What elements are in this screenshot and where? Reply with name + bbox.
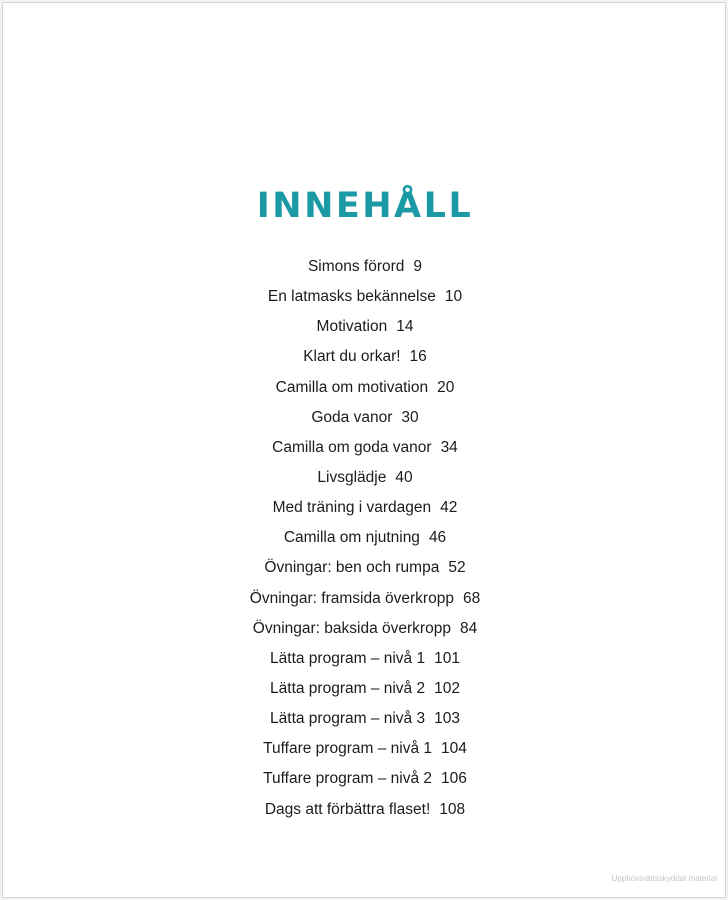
toc-entry [3,523,727,553]
toc-entry-title: Camilla om njutning [283,529,420,547]
table-of-contents [3,252,727,825]
toc-entry-page-number: 10 [444,288,463,306]
toc-entry-page-number: 101 [434,649,460,667]
toc-entry [3,704,727,734]
toc-entry [3,282,727,312]
toc-entry-title: En latmasks bekännelse [267,288,436,306]
toc-entry [3,764,727,794]
toc-entry-title: Camilla om motivation [275,378,429,396]
toc-entry-page-number: 84 [459,619,478,637]
toc-entry [3,674,727,704]
toc-entry-page-number: 68 [462,589,481,607]
toc-entry-page-number: 30 [401,408,419,426]
toc-entry-page-number: 34 [440,438,458,456]
toc-entry-title: Goda vanor [311,408,393,426]
toc-entry [3,795,727,825]
toc-entry-page-number: 46 [428,529,447,547]
toc-entry-page-number: 9 [413,258,423,275]
toc-entry-page-number: 102 [434,679,460,697]
toc-entry-page-number: 108 [439,800,466,818]
toc-entry-title: Lätta program – nivå 2 [270,679,426,697]
toc-entry [3,463,727,493]
toc-entry-page-number: 52 [448,559,466,577]
toc-entry-title: Motivation [316,318,388,336]
toc-entry-page-number: 104 [441,740,467,758]
book-page [2,2,726,898]
toc-entry [3,493,727,523]
toc-entry [3,373,727,403]
toc-entry-page-number: 14 [396,318,414,336]
toc-entry [3,644,727,674]
toc-entry [3,614,727,644]
toc-entry [3,312,727,342]
toc-entry-page-number: 103 [434,710,460,728]
toc-entry-page-number: 40 [395,468,413,486]
toc-entry-title: Övningar: framsida överkropp [249,589,454,607]
toc-entry-page-number: 42 [440,499,458,517]
toc-entry-title: Camilla om goda vanor [272,438,432,456]
toc-entry-title: Dags att förbättra flaset! [264,800,431,818]
toc-entry [3,433,727,463]
toc-entry [3,734,727,764]
toc-entry-title: Med träning i vardagen [272,499,432,517]
toc-entry-title: Klart du orkar! [303,348,401,366]
toc-entry-title: Lätta program – nivå 1 [270,649,426,667]
toc-entry-title: Simons förord [307,258,405,275]
page-title: INNEHÅLL [256,186,474,226]
toc-entry-title: Livsglädje [317,468,387,486]
toc-entry-page-number: 16 [409,348,427,366]
toc-entry-title: Lätta program – nivå 3 [270,710,426,728]
toc-entry [3,584,727,614]
toc-entry [3,403,727,433]
toc-entry [3,252,727,282]
toc-entry-title: Övningar: baksida överkropp [252,619,451,637]
toc-entry-title: Tuffare program – nivå 2 [263,770,432,788]
copyright-watermark: Upphovsrättsskyddat material [611,874,717,883]
toc-entry [3,342,727,372]
toc-entry-page-number: 106 [441,770,467,788]
toc-entry [3,553,727,583]
toc-entry-page-number: 20 [437,378,455,396]
toc-entry-title: Tuffare program – nivå 1 [263,740,432,758]
toc-entry-title: Övningar: ben och rumpa [264,559,440,577]
